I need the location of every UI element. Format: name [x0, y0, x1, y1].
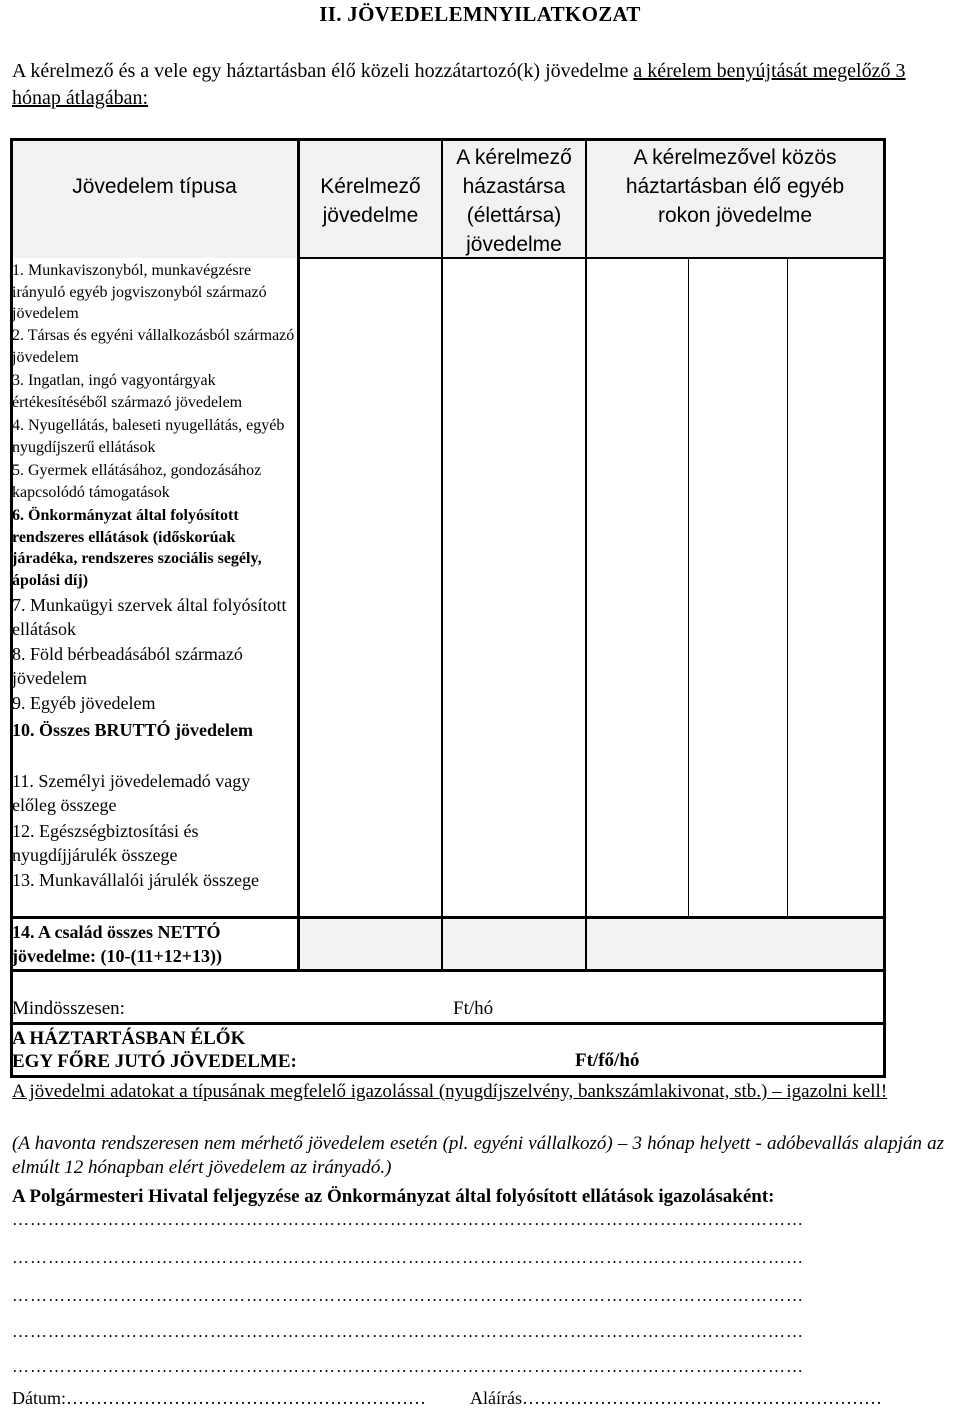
row-label-13: 13. Munkavállalói járulék összege — [12, 870, 259, 890]
header-relatives-income: A kérelmezővel közös háztartásban élő egyéb rokon jövedelme — [625, 146, 845, 227]
row-label-14: 14. A család összes NETTÓ jövedelme: (10-(11+12+13)) — [12, 922, 222, 966]
per-capita-unit: Ft/fő/hó — [575, 1050, 640, 1071]
row-label-8: 8. Föld bérbeadásából származó jövedelem — [12, 644, 243, 688]
office-note: A Polgármesteri Hivatal feljegyzése az Önkormányzat által folyósított ellátások igazolásaként: — [12, 1186, 775, 1207]
per-capita-line2: EGY FŐRE JUTÓ JÖVEDELME: — [12, 1051, 297, 1072]
row-label-12: 12. Egészségbiztosítási és nyugdíjjárulék összege — [12, 821, 199, 865]
dotted-line-5[interactable]: …………………………………………………………………………………………………………………… — [12, 1357, 804, 1376]
signature-field[interactable]: Aláírás…………………………………………………… — [470, 1388, 882, 1408]
intro-paragraph — [12, 58, 952, 112]
page-title: II. JÖVEDELEMNYILATKOZAT — [319, 2, 641, 26]
dotted-line-4[interactable]: …………………………………………………………………………………………………………………… — [12, 1322, 804, 1341]
row-label-3: 3. Ingatlan, ingó vagyontárgyak értékesítéséből származó jövedelem — [12, 372, 243, 411]
per-capita-label — [12, 1027, 297, 1073]
row-label-7: 7. Munkaügyi szervek által folyósított ellátások — [12, 595, 287, 639]
header-income-type: Jövedelem típusa — [72, 175, 237, 198]
row-label-1: 1. Munkaviszonyból, munkavégzésre irányuló egyéb jogviszonyból származó jövedelem — [12, 262, 267, 322]
dotted-line-1[interactable]: …………………………………………………………………………………………………………………… — [12, 1210, 804, 1229]
self-employed-note: (A havonta rendszeresen nem mérhető jövedelem esetén (pl. egyéni vállalkozó) – 3 hónap helyett - adóbevallás alapján az elmúlt 12 hónapban elért jövedelem az irányadó.) — [12, 1133, 944, 1178]
net-cell-relatives[interactable] — [587, 918, 884, 970]
row-label-4: 4. Nyugellátás, baleseti nyugellátás, egyéb nyugdíjszerű ellátások — [12, 417, 285, 456]
proof-note-text: A jövedelmi adatokat a típusának megfelelő igazolással (nyugdíjszelvény, bankszámlakivonat, stb.) – igazolni kell! — [12, 1081, 888, 1102]
header-applicant-income: Kérelmező jövedelme — [320, 175, 421, 227]
total-unit: Ft/hó — [453, 998, 494, 1019]
date-field[interactable]: Dátum:…………………………………………………… — [12, 1388, 426, 1408]
dotted-line-2[interactable]: …………………………………………………………………………………………………………………… — [12, 1248, 804, 1267]
per-capita-line1: A HÁZTARTÁSBAN ÉLŐK — [12, 1028, 246, 1049]
row-label-2: 2. Társas és egyéni vállalkozásból származó jövedelem — [12, 327, 295, 366]
dotted-line-3[interactable]: …………………………………………………………………………………………………………………… — [12, 1286, 804, 1305]
row-label-6: 6. Önkormányzat által folyósított rendszeres ellátások (időskorúak járadéka, rendszeres szociális segély, ápolási díj) — [12, 507, 262, 589]
intro-text: A kérelmező és a vele egy háztartásban élő közeli hozzátartozó(k) jövedelme — [12, 60, 634, 82]
proof-note — [12, 1080, 944, 1104]
row-label-5: 5. Gyermek ellátásához, gondozásához kapcsolódó támogatások — [12, 462, 262, 501]
row-label-10: 10. Összes BRUTTÓ jövedelem — [12, 720, 253, 740]
total-label: Mindösszesen: — [12, 998, 125, 1019]
header-spouse-income: A kérelmező házastársa (élettársa) jövedelme — [456, 146, 572, 256]
net-cell-applicant[interactable] — [299, 918, 441, 970]
intro-underlined: a kérelem benyújtását megelőző 3 hónap átlagában: — [12, 60, 906, 109]
net-cell-spouse[interactable] — [443, 918, 585, 970]
row-label-9: 9. Egyéb jövedelem — [12, 693, 156, 713]
row-label-11: 11. Személyi jövedelemadó vagy előleg összege — [12, 771, 251, 815]
